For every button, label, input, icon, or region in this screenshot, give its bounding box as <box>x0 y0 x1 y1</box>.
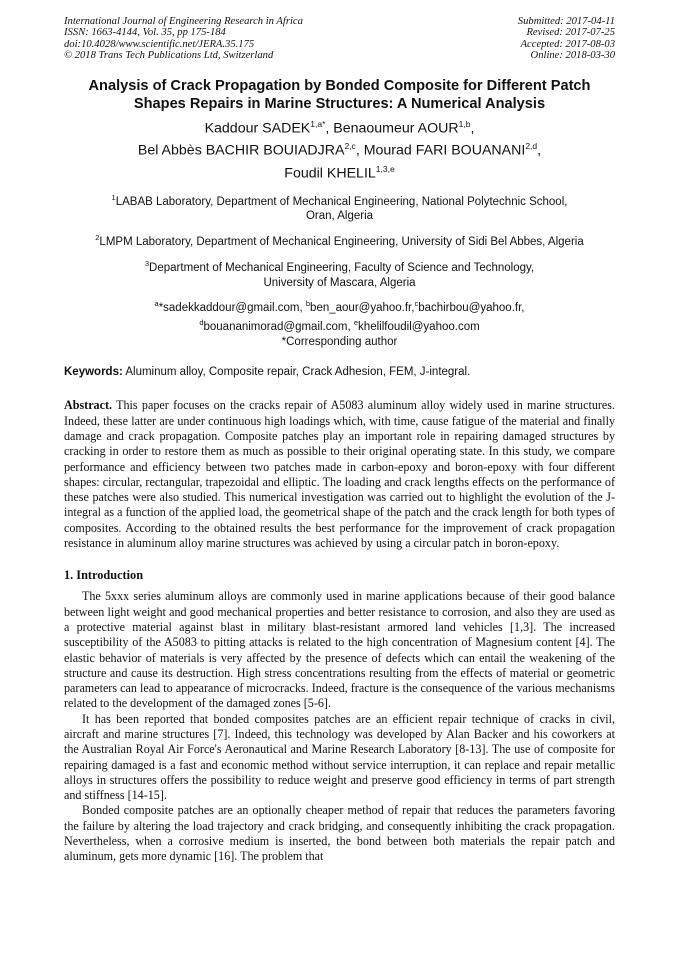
journal-info <box>64 16 303 62</box>
keywords-text: Aluminum alloy, Composite repair, Crack Adhesion, FEM, J-integral. <box>122 366 471 379</box>
revised-date: Revised: 2017-07-25 <box>526 27 615 39</box>
email-link[interactable]: khelilfoudil@yahoo.com <box>358 320 480 333</box>
body-paragraph: Bonded composite patches are an optionally cheaper method of repair that reduces the parameters favoring the failure by altering the load trajectory and crack bridging, and consequently inhibiting the crack propagation. Nevertheless, when a corrosive medium is inserted, the bond between both materials the repair patch and aluminum, gets more dynamic [16]. The problem that <box>64 803 615 864</box>
journal-header <box>64 16 615 62</box>
author-name: Kaddour SADEK <box>204 120 311 137</box>
email-line <box>64 297 615 316</box>
author-line <box>64 160 615 183</box>
paper-title <box>64 77 615 113</box>
title-line: Analysis of Crack Propagation by Bonded Composite for Different Patch <box>88 77 591 94</box>
email-sup: e <box>353 317 359 327</box>
author-sup: 2,d <box>525 141 538 152</box>
section-heading: 1. Introduction <box>64 568 144 583</box>
author-sup: 2,c <box>344 141 356 152</box>
journal-name: International Journal of Engineering Research in Africa <box>64 16 303 27</box>
body-paragraph: It has been reported that bonded composites patches are an efficient repair technique of cracks in civil, aircraft and marine structures [7]. Indeed, this technology was developed by Alan Backer and his coworkers at the Australian Royal Air Force's Aeronautical and Marine Research Laboratory [8-13]. The use of composite for repairing damaged is a fast and economic method without service interruption, it can replace and repair metallic alloys in structures offers the possibility to reduce weight and preserve good efficiency in terms of part strength and stiffness [14-15]. <box>64 711 615 803</box>
publication-dates <box>518 16 615 62</box>
keywords <box>64 365 615 379</box>
author-name: Benaoumeur AOUR <box>333 120 459 137</box>
affiliation-text: Oran, Algeria <box>305 210 374 223</box>
author-sup: 1,b <box>458 118 471 129</box>
author-line: Kaddour $SADEK^{1,a*}$, Benaoumeur AOUR$^{1,b}$, <box>204 118 475 137</box>
affiliation-text: University of Mascara, Algeria <box>263 276 416 289</box>
email-link[interactable]: ben_aour@yahoo.fr, <box>310 302 415 315</box>
abstract <box>64 398 615 551</box>
author-sup: 1,a* <box>310 118 326 129</box>
author-name: Bel Abbès BACHIR BOUIADJRA <box>137 143 345 160</box>
email-link[interactable]: bachirbou@yahoo.fr, <box>418 302 525 315</box>
affiliation-sup: 1 <box>111 192 116 202</box>
affiliation-text: LABAB Laboratory, Department of Mechanical Engineering, National Polytechnic School, <box>115 195 568 208</box>
affiliation-sup: 2 <box>95 233 100 243</box>
author-line: Bel Abbès BACHIR BOUIADJRA$^{2,c}$, Mourad FARI BOUANANI$^{2,d}$, <box>137 141 542 160</box>
body-paragraph: The 5xxx series aluminum alloys are commonly used in marine applications because of their good balance between light weight and good mechanical properties and better resistance to corrosion, and also they are used as a protective material against blast in military blast-resistant armored land vehicles [1,3]. The increased susceptibility of the A5083 to pitting attacks is related to the high concentration of Magnesium content [4]. The elastic behavior of materials is very affected by the presence of defects which can entail the weakening of the structure and cause its destruction. High stress concentrations resulting from the effects of material or geometric parameters can lead to appearance of microcracks. Indeed, fracture is the consequence of the various mechanisms related to the development of the damaged zones [5-6]. <box>64 589 615 711</box>
author-name: Mourad FARI BOUANANI <box>363 143 526 160</box>
author-list <box>64 115 615 183</box>
author-name: Foudil KHELIL <box>284 165 376 182</box>
email-sup: a <box>154 299 159 309</box>
affiliations <box>64 191 615 290</box>
affiliation-1 <box>64 191 615 224</box>
email-sup: d <box>199 317 204 327</box>
affiliation-sup: 3 <box>144 258 150 268</box>
title-line: Shapes Repairs in Marine Structures: A Numerical Analysis <box>133 95 546 112</box>
abstract-text: This paper focuses on the cracks repair of A5083 aluminum alloy widely used in marine structures. Indeed, these latter are under continuous high loadings which, with time, cause fatigue of the material and finally damage and crack propagation. Composite patches play an important role in repairing damaged structures by cracking in order to restore them as much as possible to their original operating state. In this study, we compare performance and efficiency between two patches made in carbon-epoxy and boron-epoxy with four different shapes: circular, rectangular, trapezoidal and elliptic. The loading and crack lengths effects on the performance of these patches were also studied. This numerical investigation was carried out to highlight the evolution of the J-integral as a function of the applied load, the geometrical shape of the patch and the crack length for both types of composites. According to the obtained results the best performance for the improvement of crack propagation resistance in aluminum alloy marine structures was achieved by using a circular patch in boron-epoxy. <box>64 398 615 551</box>
journal-doi[interactable]: doi:10.4028/www.scientific.net/JERA.35.175 <box>64 38 255 50</box>
affiliation-2 <box>64 231 615 250</box>
email-sup: b <box>305 299 311 309</box>
email-link[interactable]: *sadekkaddour@gmail.com, <box>158 302 306 315</box>
journal-copyright: © 2018 Trans Tech Publications Ltd, Switzerland <box>64 50 274 62</box>
paper-page <box>64 16 615 865</box>
journal-issn: ISSN: 1663-4144, Vol. 35, pp 175-184 <box>64 27 226 39</box>
online-date: Online: 2018-03-30 <box>530 50 615 62</box>
author-sup: 1,3,e <box>375 164 395 175</box>
email-sup: c <box>414 299 419 309</box>
accepted-date: Accepted: 2017-08-03 <box>520 38 615 50</box>
corresponding-author-note: *Corresponding author <box>281 335 398 348</box>
affiliation-text: Department of Mechanical Engineering, Faculty of Science and Technology, <box>149 261 535 274</box>
affiliation-3 <box>64 257 615 290</box>
affiliation-text: LMPM Laboratory, Department of Mechanical Engineering, University of Sidi Bel Abbes, Algeria <box>99 236 584 249</box>
email-line <box>64 316 615 335</box>
abstract-label: Abstract. <box>64 398 113 413</box>
author-emails <box>64 297 615 349</box>
keywords-label: Keywords: <box>64 366 123 379</box>
email-link[interactable]: bouananimorad@gmail.com, <box>203 320 354 333</box>
submitted-date: Submitted: 2017-04-11 <box>517 16 615 27</box>
